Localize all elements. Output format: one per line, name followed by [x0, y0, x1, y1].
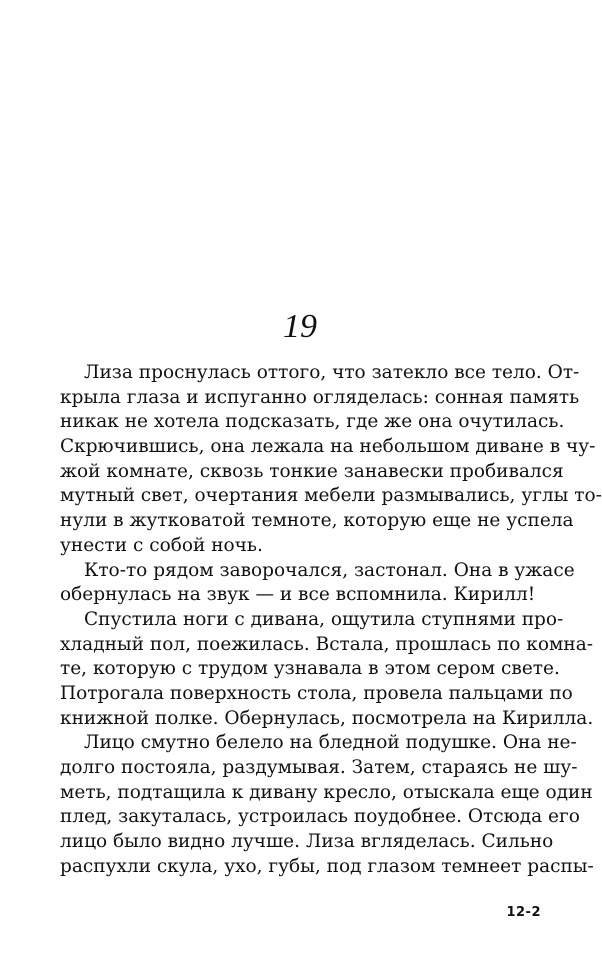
- text-line: книжной полке. Обернулась, посмотрела на Кирилла.: [60, 707, 594, 729]
- text-line: никак не хотела подсказать, где же она очутилась.: [60, 411, 565, 433]
- text-line: лицо было видно лучше. Лиза вгляделась. Сильно: [60, 831, 554, 853]
- printer-signature: 12-2: [506, 905, 541, 920]
- text-line: унести с собой ночь.: [60, 534, 263, 556]
- text-line: жой комнате, сквозь тонкие занавески пробивался: [60, 460, 564, 482]
- text-line: хладный пол, поежилась. Встала, прошлась по комна-: [60, 633, 594, 655]
- text-line: обернулась на звук — и все вспомнила. Кирилл!: [60, 584, 536, 606]
- text-line: Потрогала поверхность стола, провела пальцами по: [60, 682, 573, 704]
- text-line: крыла глаза и испуганно огляделась: сонная память: [60, 386, 580, 408]
- text-line: мутный свет, очертания мебели размывались, углы то-: [60, 485, 602, 507]
- text-line: Спустила ноги с дивана, ощутила ступнями про-: [84, 608, 564, 630]
- text-line: плед, закуталась, устроилась поудобнее. Отсюда его: [60, 806, 580, 828]
- body-text: [60, 361, 602, 879]
- text-line: Лиза проснулась оттого, что затекло все тело. От-: [84, 362, 580, 383]
- text-line: долго постояла, раздумывая. Затем, стараясь не шу-: [60, 757, 578, 778]
- text-line: Лицо смутно белело на бледной подушке. Она не-: [84, 732, 577, 754]
- text-line: меть, подтащила к дивану кресло, отыскала еще один: [60, 781, 593, 803]
- text-line: Скрючившись, она лежала на небольшом диване в чу-: [60, 436, 596, 458]
- chapter-number: 19: [283, 308, 317, 345]
- text-line: Кто-то рядом заворочался, застонал. Она в ужасе: [84, 559, 575, 581]
- text-line: нули в жутковатой темноте, которую еще не успела: [60, 510, 574, 532]
- text-line: те, которую с трудом узнавала в этом сером свете.: [60, 658, 560, 680]
- text-line: распухли скула, ухо, губы, под глазом темнеет распы-: [60, 855, 594, 877]
